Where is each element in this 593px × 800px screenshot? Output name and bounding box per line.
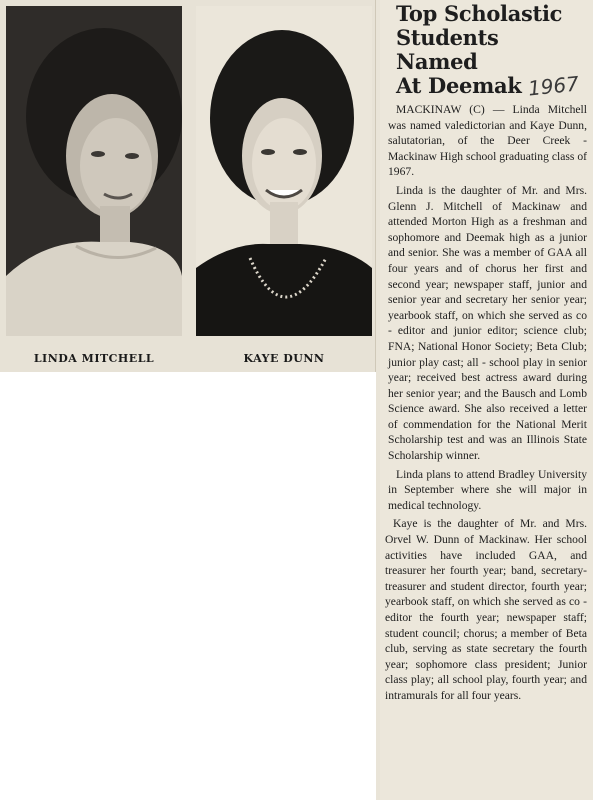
article-paragraph: MACKINAW (C) — Linda Mitchell was named valedictorian and Kaye Dunn, salutatorian, of the Deer Creek - Mackinaw High school graduating class of 1967. bbox=[388, 103, 587, 179]
portrait-photo-kaye-dunn bbox=[196, 6, 372, 336]
article-paragraph: Kaye is the daughter of Mr. and Mrs. Orvel W. Dunn of Mackinaw. Her school activities have included GAA, and treasurer her fourth year; band, secretary-treasurer and student director, fourth year; yearbook staff, on which she served as co - editor the fourth year; newspaper staff; student council; chorus; a member of Beta club, serving as state secretary the fourth year; sophomore class president; Junior class play; all school play, fourth year; and intramurals for all four years. bbox=[385, 517, 587, 702]
headline-line-3: At Deemak bbox=[396, 73, 522, 98]
caption-kaye-dunn: KAYE DUNN bbox=[243, 352, 325, 365]
caption-linda-mitchell: LINDA MITCHELL bbox=[33, 352, 155, 365]
headline-row-3 bbox=[388, 71, 587, 101]
portrait-photo-linda-mitchell bbox=[6, 6, 182, 336]
headline-line-2: Students Named bbox=[396, 25, 499, 74]
article-paragraph: Linda plans to attend Bradley University in September where she will major in medical technology. bbox=[388, 467, 587, 512]
article-column bbox=[380, 0, 593, 800]
blank-area bbox=[0, 372, 376, 800]
article-paragraph: Linda is the daughter of Mr. and Mrs. Glenn J. Mitchell of Mackinaw and attended Morton High as a freshman and sophomore and Deemak high as a junior and senior. She was a member of GAA all four years and of chorus her first and second year; newspaper staff, junior and senior year and secretary her senior year; yearbook staff, on which she served as co - editor and junior editor; science club; FNA; National Honor Society; Beta Club; junior play cast; all - school play in senior year; received best actress award during her senior year; and the Bausch and Lomb Science award. She also received a letter of commendation for the National Merit Scholarship test and was an Illinois State Scholarship winner. bbox=[388, 183, 587, 463]
photo-panel bbox=[0, 0, 376, 372]
headline-line-1: Top Scholastic bbox=[396, 1, 563, 26]
handwritten-year: 1967 bbox=[526, 71, 580, 101]
